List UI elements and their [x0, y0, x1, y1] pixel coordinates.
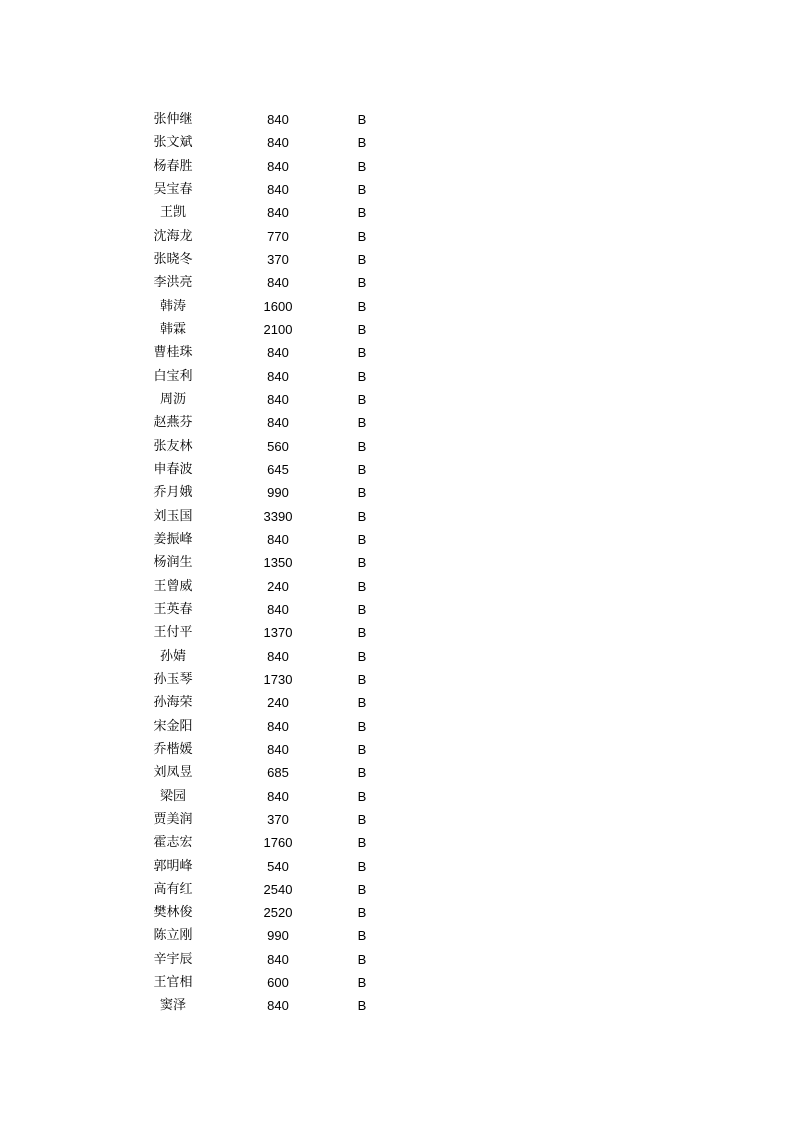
amount-cell: 240 [267, 695, 289, 711]
table-row [0, 831, 793, 854]
name-cell: 王官相 [153, 975, 193, 991]
grade-cell: B [357, 835, 367, 851]
grade-cell: B [357, 718, 367, 734]
name-cell: 周沥 [159, 391, 186, 407]
name-cell: 孙海荣 [153, 695, 193, 711]
grade-cell: B [357, 905, 367, 921]
grade-cell: B [357, 928, 367, 944]
name-cell: 王曾威 [153, 578, 193, 594]
name-cell: 乔月娥 [153, 485, 193, 501]
table-row [0, 528, 793, 551]
table-row [0, 691, 793, 714]
grade-cell: B [357, 531, 367, 547]
name-cell: 宋金阳 [153, 718, 193, 734]
amount-cell: 840 [267, 205, 289, 221]
grade-cell: B [357, 438, 367, 454]
name-cell: 孙婧 [159, 648, 186, 664]
table-row [0, 645, 793, 668]
table-row [0, 855, 793, 878]
grade-cell: B [357, 695, 367, 711]
table-row [0, 178, 793, 201]
amount-cell: 2520 [263, 905, 293, 921]
amount-cell: 1600 [263, 298, 293, 314]
name-cell: 杨润生 [153, 555, 193, 571]
amount-cell: 990 [267, 928, 289, 944]
amount-cell: 685 [267, 765, 289, 781]
table-row [0, 598, 793, 621]
table-row [0, 411, 793, 434]
amount-cell: 1370 [263, 625, 293, 641]
grade-cell: B [357, 811, 367, 827]
table-row [0, 715, 793, 738]
grade-cell: B [357, 321, 367, 337]
table-row [0, 994, 793, 1017]
grade-cell: B [357, 181, 367, 197]
amount-cell: 840 [267, 788, 289, 804]
amount-cell: 1760 [263, 835, 293, 851]
name-cell: 郭明峰 [153, 858, 193, 874]
name-cell: 韩霖 [159, 321, 186, 337]
name-cell: 申春波 [153, 461, 193, 477]
name-cell: 孙玉琴 [153, 671, 193, 687]
grade-cell: B [357, 765, 367, 781]
amount-cell: 645 [267, 461, 289, 477]
table-row [0, 948, 793, 971]
amount-cell: 840 [267, 112, 289, 127]
grade-cell: B [357, 461, 367, 477]
name-cell: 霍志宏 [153, 835, 193, 851]
table-row [0, 131, 793, 154]
amount-cell: 370 [267, 811, 289, 827]
amount-cell: 990 [267, 485, 289, 501]
table-row [0, 248, 793, 271]
grade-cell: B [357, 368, 367, 384]
name-cell: 樊林俊 [153, 905, 193, 921]
amount-cell: 1350 [263, 555, 293, 571]
name-cell: 白宝利 [153, 368, 193, 384]
grade-cell: B [357, 648, 367, 664]
amount-cell: 1730 [263, 671, 293, 687]
name-cell: 贾美润 [153, 811, 193, 827]
table-row [0, 505, 793, 528]
table-row [0, 201, 793, 224]
amount-cell: 840 [267, 648, 289, 664]
grade-cell: B [357, 601, 367, 617]
amount-cell: 770 [267, 228, 289, 244]
amount-cell: 840 [267, 741, 289, 757]
name-cell: 张仲继 [153, 112, 193, 127]
table-row [0, 785, 793, 808]
name-cell: 张文斌 [153, 135, 193, 151]
name-cell: 张晓冬 [153, 251, 193, 267]
name-cell: 陈立刚 [153, 928, 193, 944]
name-cell: 王英春 [153, 601, 193, 617]
grade-cell: B [357, 228, 367, 244]
amount-cell: 840 [267, 951, 289, 967]
grade-cell: B [357, 135, 367, 151]
grade-cell: B [357, 578, 367, 594]
amount-cell: 3390 [263, 508, 293, 524]
amount-cell: 840 [267, 415, 289, 431]
amount-cell: 840 [267, 135, 289, 151]
table-row [0, 108, 793, 131]
table-row [0, 155, 793, 178]
table-row [0, 551, 793, 574]
table-row [0, 971, 793, 994]
amount-cell: 370 [267, 251, 289, 267]
table-row [0, 225, 793, 248]
name-cell: 张友林 [153, 438, 193, 454]
name-cell: 刘玉国 [153, 508, 193, 524]
grade-cell: B [357, 158, 367, 174]
grade-cell: B [357, 671, 367, 687]
amount-cell: 840 [267, 181, 289, 197]
table-row [0, 668, 793, 691]
data-table [0, 108, 793, 1018]
name-cell: 沈海龙 [153, 228, 193, 244]
grade-cell: B [357, 741, 367, 757]
table-row [0, 295, 793, 318]
name-cell: 王付平 [153, 625, 193, 641]
amount-cell: 2100 [263, 321, 293, 337]
name-cell: 杨春胜 [153, 158, 193, 174]
table-row [0, 271, 793, 294]
table-row [0, 388, 793, 411]
table-row [0, 365, 793, 388]
grade-cell: B [357, 415, 367, 431]
name-cell: 李洪亮 [153, 275, 193, 291]
name-cell: 王凯 [159, 205, 186, 221]
amount-cell: 540 [267, 858, 289, 874]
amount-cell: 560 [267, 438, 289, 454]
amount-cell: 840 [267, 275, 289, 291]
amount-cell: 840 [267, 345, 289, 361]
name-cell: 高有红 [153, 881, 193, 897]
name-cell: 曹桂珠 [153, 345, 193, 361]
grade-cell: B [357, 112, 367, 127]
grade-cell: B [357, 298, 367, 314]
grade-cell: B [357, 485, 367, 501]
table-row [0, 341, 793, 364]
grade-cell: B [357, 391, 367, 407]
name-cell: 窦泽 [159, 998, 186, 1014]
table-row [0, 738, 793, 761]
name-cell: 梁园 [159, 788, 186, 804]
grade-cell: B [357, 251, 367, 267]
grade-cell: B [357, 345, 367, 361]
name-cell: 姜振峰 [153, 531, 193, 547]
grade-cell: B [357, 625, 367, 641]
name-cell: 辛宇辰 [153, 951, 193, 967]
amount-cell: 840 [267, 158, 289, 174]
name-cell: 韩涛 [159, 298, 186, 314]
grade-cell: B [357, 858, 367, 874]
table-row [0, 901, 793, 924]
table-row [0, 575, 793, 598]
amount-cell: 240 [267, 578, 289, 594]
table-row [0, 481, 793, 504]
grade-cell: B [357, 275, 367, 291]
name-cell: 乔楷媛 [153, 741, 193, 757]
name-cell: 吴宝春 [153, 181, 193, 197]
amount-cell: 840 [267, 368, 289, 384]
grade-cell: B [357, 788, 367, 804]
table-row [0, 761, 793, 784]
table-row [0, 621, 793, 644]
grade-cell: B [357, 205, 367, 221]
grade-cell: B [357, 975, 367, 991]
amount-cell: 840 [267, 531, 289, 547]
amount-cell: 2540 [263, 881, 293, 897]
name-cell: 赵燕芬 [153, 415, 193, 431]
amount-cell: 840 [267, 601, 289, 617]
grade-cell: B [357, 555, 367, 571]
table-row [0, 808, 793, 831]
amount-cell: 840 [267, 998, 289, 1014]
table-row [0, 924, 793, 947]
amount-cell: 600 [267, 975, 289, 991]
grade-cell: B [357, 951, 367, 967]
grade-cell: B [357, 881, 367, 897]
grade-cell: B [357, 998, 367, 1014]
amount-cell: 840 [267, 391, 289, 407]
table-row [0, 318, 793, 341]
table-row [0, 878, 793, 901]
table-row [0, 435, 793, 458]
table-row [0, 458, 793, 481]
name-cell: 刘凤昱 [153, 765, 193, 781]
grade-cell: B [357, 508, 367, 524]
amount-cell: 840 [267, 718, 289, 734]
